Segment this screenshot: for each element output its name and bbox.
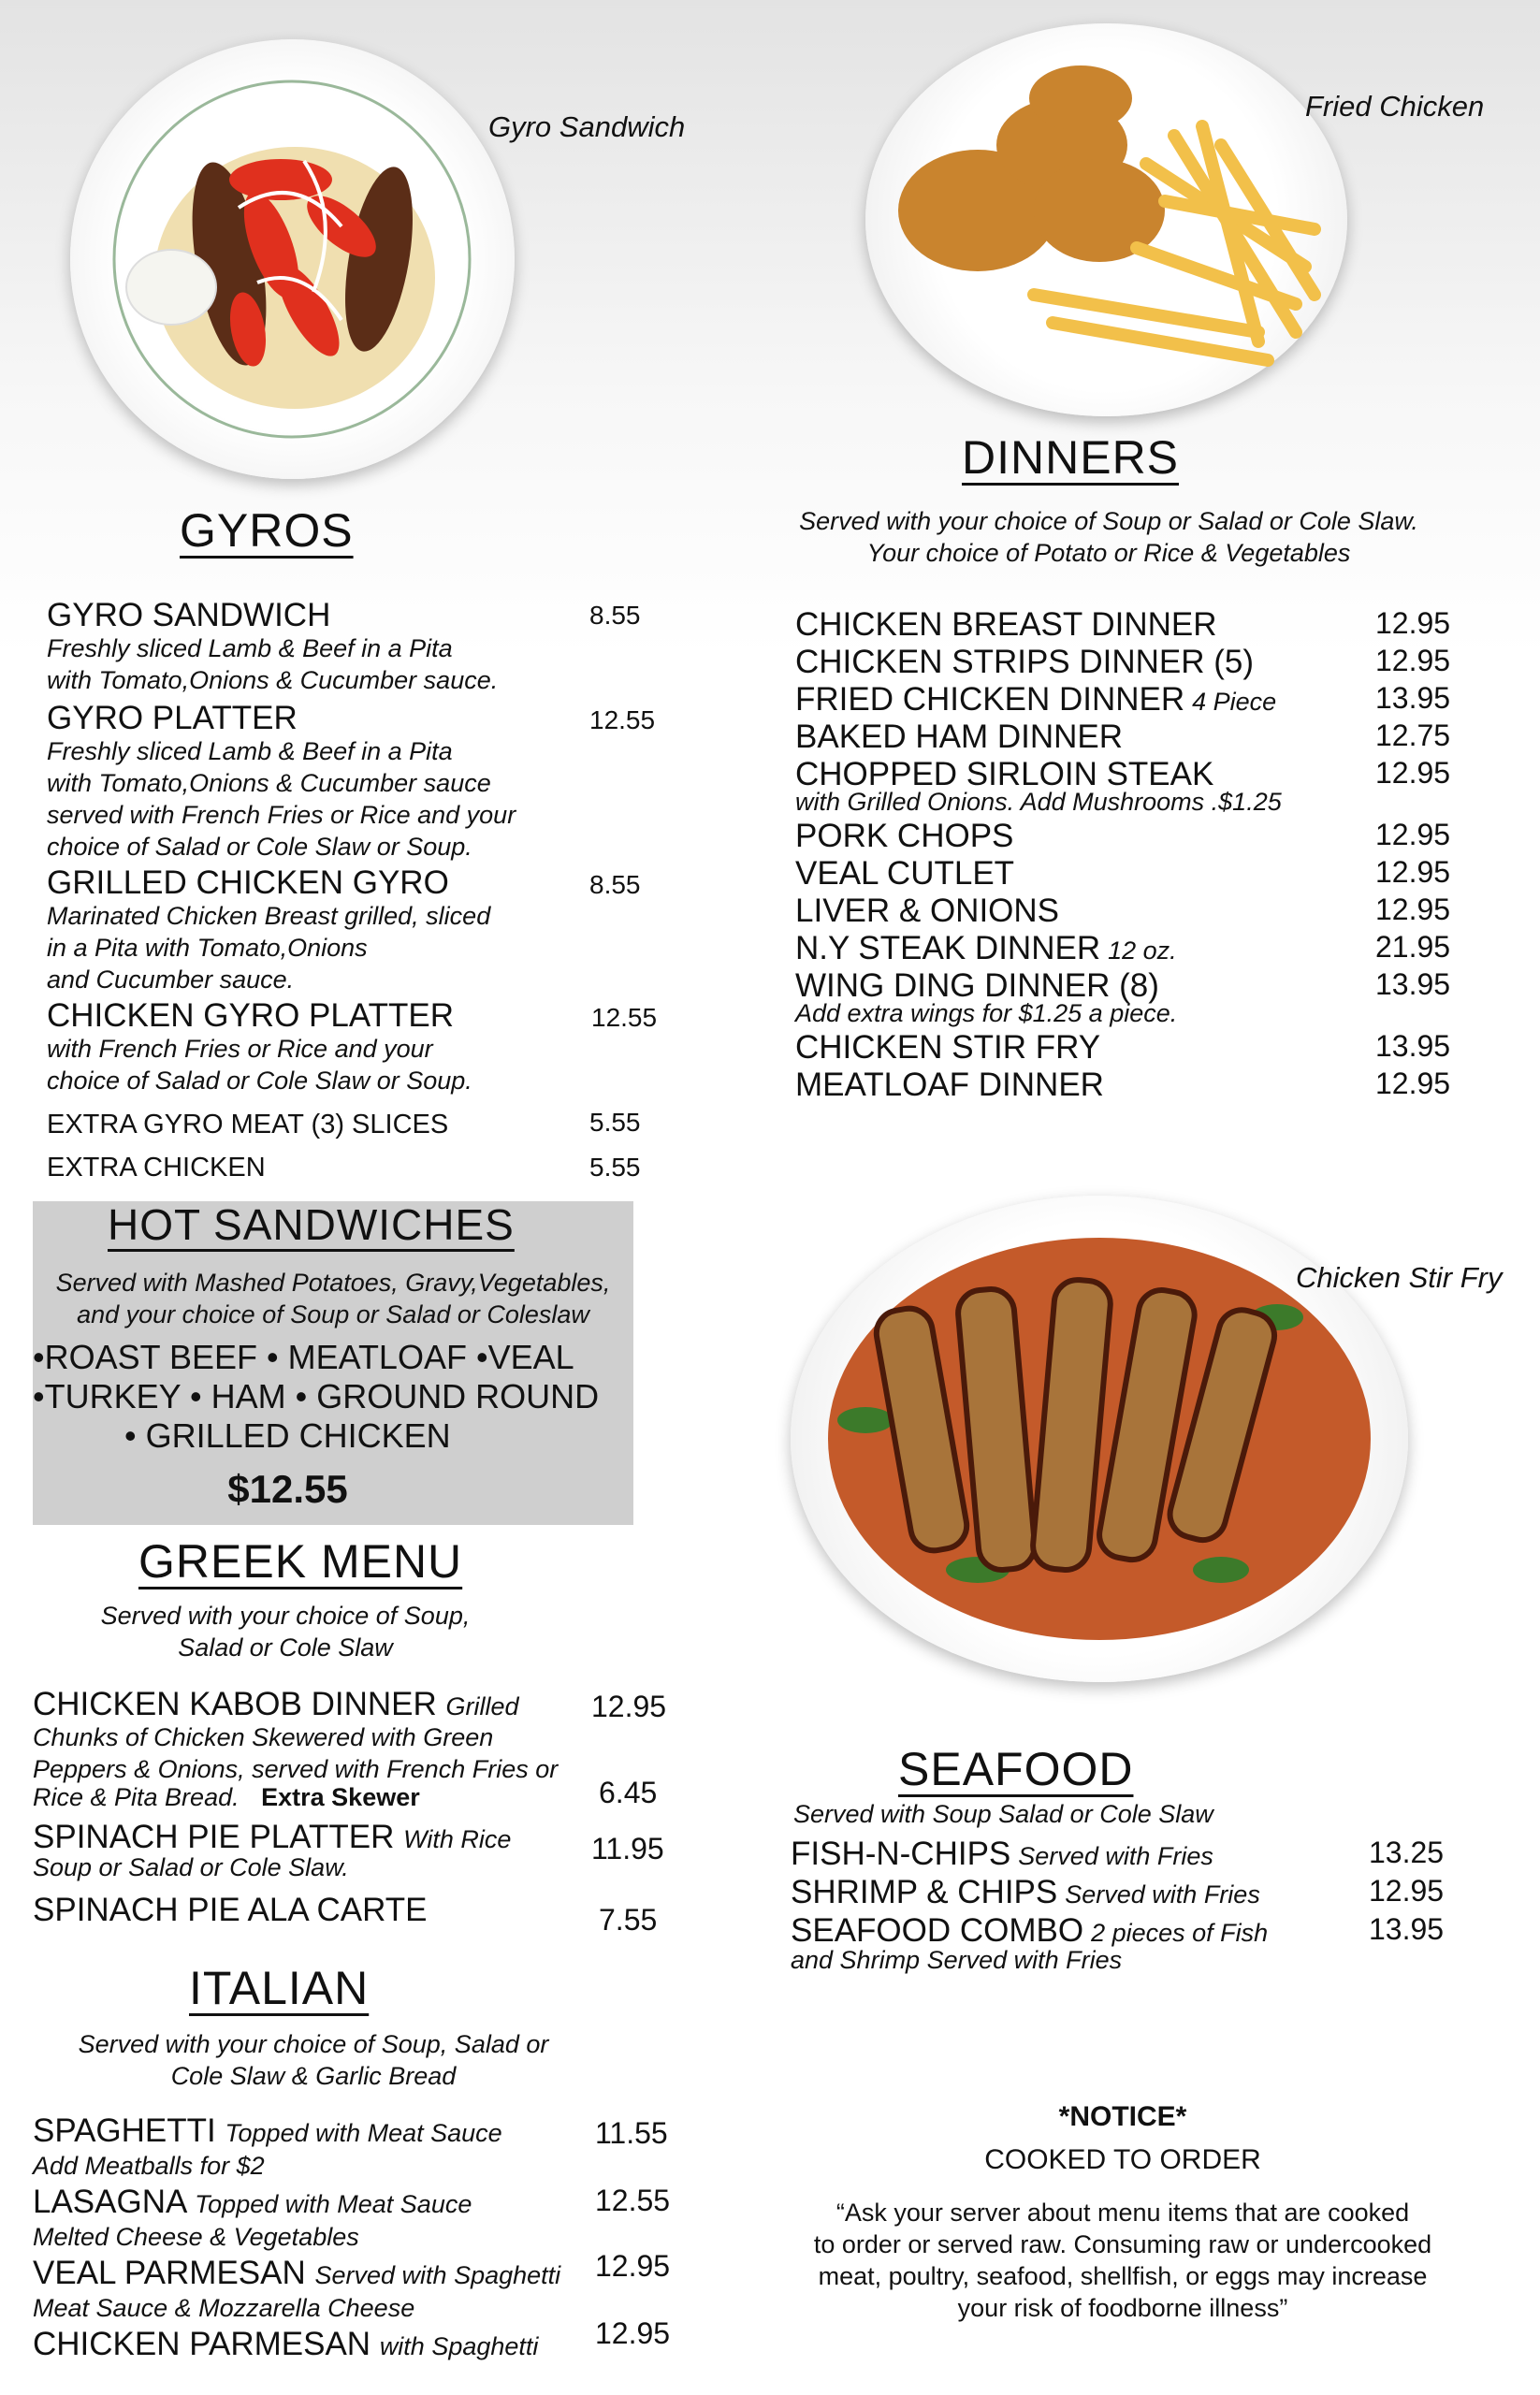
extra-chicken-price: 5.55 bbox=[589, 1153, 641, 1182]
seafood-item-note: Served with Fries bbox=[1018, 1842, 1213, 1870]
dinner-item-name-text: CHOPPED SIRLOIN STEAK bbox=[795, 756, 1214, 792]
dinner-item-name bbox=[795, 818, 1013, 855]
italian-sub-1: Served with your choice of Soup, Salad or bbox=[78, 2030, 549, 2058]
notice-text-4: your risk of foodborne illness” bbox=[957, 2294, 1288, 2322]
seafood-item-note: Served with Fries bbox=[1065, 1880, 1260, 1909]
italian-sub-2: Cole Slaw & Garlic Bread bbox=[170, 2062, 457, 2090]
dinner-item-name-text: CHICKEN STIR FRY bbox=[795, 1029, 1101, 1066]
veal-parmesan-name-text: VEAL PARMESAN bbox=[33, 2255, 306, 2291]
dinner-item-price: 12.95 bbox=[1375, 1067, 1451, 1100]
lasagna-price: 12.55 bbox=[595, 2184, 671, 2217]
seafood-item-name bbox=[791, 1874, 1260, 1911]
grilled-chicken-gyro-desc-3: and Cucumber sauce. bbox=[47, 965, 295, 994]
gyro-platter-desc-3: served with French Fries or Rice and your bbox=[47, 801, 516, 829]
seafood-heading: SEAFOOD bbox=[898, 1743, 1134, 1795]
hot-sandwiches-price: $12.55 bbox=[227, 1467, 348, 1511]
fried-chicken-caption: Fried Chicken bbox=[1305, 90, 1485, 123]
dinner-item-price: 12.75 bbox=[1375, 718, 1451, 752]
veal-parmesan-price: 12.95 bbox=[595, 2249, 671, 2283]
dinner-item-name-text: BAKED HAM DINNER bbox=[795, 718, 1124, 755]
seafood-item-note: 2 pieces of Fish bbox=[1091, 1919, 1269, 1947]
spaghetti-desc: Add Meatballs for $2 bbox=[33, 2152, 265, 2180]
veal-parmesan-note: Served with Spaghetti bbox=[314, 2261, 561, 2289]
dinner-item-price: 21.95 bbox=[1375, 930, 1451, 964]
dinner-item-name bbox=[795, 606, 1217, 644]
dinner-item-desc: Add extra wings for $1.25 a piece. bbox=[795, 999, 1178, 1027]
dinner-item-name-text: VEAL CUTLET bbox=[795, 855, 1015, 892]
chicken-gyro-platter-desc-2: choice of Salad or Cole Slaw or Soup. bbox=[47, 1067, 472, 1095]
dinners-sub-2: Your choice of Potato or Rice & Vegetables bbox=[866, 539, 1351, 567]
gyros-heading: GYROS bbox=[180, 504, 354, 557]
dinner-item-name-text: LIVER & ONIONS bbox=[795, 893, 1060, 929]
notice-text-2: to order or served raw. Consuming raw or undercooked bbox=[813, 2230, 1432, 2258]
extra-gyro-meat-price: 5.55 bbox=[589, 1108, 641, 1137]
chicken-parmesan-name bbox=[33, 2326, 538, 2365]
dinners-heading: DINNERS bbox=[962, 431, 1180, 484]
dinner-item-price: 12.95 bbox=[1375, 644, 1451, 677]
seafood-item-name-text: SEAFOOD COMBO bbox=[791, 1912, 1084, 1949]
spinach-pie-carte-price: 7.55 bbox=[599, 1903, 658, 1937]
dinner-item-name-text: FRIED CHICKEN DINNER bbox=[795, 681, 1185, 718]
hot-sandwiches-list-3: • GRILLED CHICKEN bbox=[124, 1416, 451, 1455]
chicken-stir-fry-caption: Chicken Stir Fry bbox=[1296, 1261, 1503, 1294]
chicken-kabob-note: Grilled bbox=[445, 1692, 519, 1720]
greek-sub-2: Salad or Cole Slaw bbox=[178, 1633, 393, 1662]
dinner-item-price: 12.95 bbox=[1375, 606, 1451, 640]
dinner-item-price: 13.95 bbox=[1375, 1029, 1451, 1063]
dinner-item-price: 12.95 bbox=[1375, 756, 1451, 790]
grilled-chicken-gyro-desc-2: in a Pita with Tomato,Onions bbox=[47, 934, 368, 962]
chicken-gyro-platter-name: CHICKEN GYRO PLATTER bbox=[47, 997, 454, 1034]
gyro-sandwich-desc-2: with Tomato,Onions & Cucumber sauce. bbox=[47, 666, 499, 694]
hot-sandwiches-sub-2: and your choice of Soup or Salad or Coleslaw bbox=[77, 1300, 589, 1328]
chicken-kabob-name-text: CHICKEN KABOB DINNER bbox=[33, 1686, 437, 1722]
dinner-item-name bbox=[795, 1067, 1104, 1104]
chicken-kabob-desc-2: Peppers & Onions, served with French Fries or bbox=[33, 1755, 559, 1783]
chicken-gyro-platter-price: 12.55 bbox=[591, 1003, 658, 1032]
dinner-item-note: 12 oz. bbox=[1108, 936, 1177, 965]
dinner-item-name bbox=[795, 930, 1177, 967]
dinner-item-name-text: CHICKEN STRIPS DINNER (5) bbox=[795, 644, 1255, 680]
dinner-item-name-text: WING DING DINNER (8) bbox=[795, 967, 1159, 1004]
seafood-item-price: 13.25 bbox=[1369, 1836, 1445, 1869]
chicken-kabob-price: 12.95 bbox=[591, 1690, 667, 1723]
seafood-item-desc: and Shrimp Served with Fries bbox=[791, 1946, 1123, 1974]
gyro-platter-desc-2: with Tomato,Onions & Cucumber sauce bbox=[47, 769, 491, 797]
notice-title: *NOTICE* bbox=[1058, 2101, 1187, 2132]
dinner-item-note: 4 Piece bbox=[1192, 688, 1277, 716]
dinner-item-name-text: N.Y STEAK DINNER bbox=[795, 930, 1101, 966]
dinner-item-desc: with Grilled Onions. Add Mushrooms .$1.25 bbox=[795, 788, 1282, 816]
dinners-sub-1: Served with your choice of Soup or Salad or Cole Slaw. bbox=[799, 507, 1418, 535]
spaghetti-note: Topped with Meat Sauce bbox=[225, 2119, 502, 2147]
spinach-pie-platter-note: With Rice bbox=[403, 1825, 512, 1853]
spaghetti-name-text: SPAGHETTI bbox=[33, 2112, 216, 2149]
dinner-item-name-text: PORK CHOPS bbox=[795, 818, 1014, 854]
seafood-item-name-text: SHRIMP & CHIPS bbox=[791, 1874, 1058, 1910]
notice-subtitle: COOKED TO ORDER bbox=[984, 2144, 1261, 2175]
extra-skewer-label: Extra Skewer bbox=[261, 1783, 420, 1811]
hot-sandwiches-list-1: •ROAST BEEF • MEATLOAF •VEAL bbox=[33, 1338, 574, 1376]
chicken-kabob-desc-3 bbox=[33, 1781, 420, 1813]
dinner-item-name-text: CHICKEN BREAST DINNER bbox=[795, 606, 1217, 643]
seafood-item-name-text: FISH-N-CHIPS bbox=[791, 1836, 1011, 1872]
gyro-platter-desc-4: choice of Salad or Cole Slaw or Soup. bbox=[47, 833, 472, 861]
hot-sandwiches-heading: HOT SANDWICHES bbox=[108, 1200, 515, 1249]
dinner-item-price: 13.95 bbox=[1375, 681, 1451, 715]
spinach-pie-platter-name-text: SPINACH PIE PLATTER bbox=[33, 1819, 395, 1855]
chicken-parmesan-name-text: CHICKEN PARMESAN bbox=[33, 2326, 371, 2362]
hot-sandwiches-list-2: •TURKEY • HAM • GROUND ROUND bbox=[33, 1377, 600, 1415]
lasagna-desc: Melted Cheese & Vegetables bbox=[33, 2223, 359, 2251]
seafood-sub: Served with Soup Salad or Cole Slaw bbox=[793, 1800, 1213, 1828]
dinner-item-name bbox=[795, 893, 1059, 930]
extra-chicken-name: EXTRA CHICKEN bbox=[47, 1153, 266, 1183]
italian-heading: ITALIAN bbox=[189, 1962, 370, 2014]
notice-text-3: meat, poultry, seafood, shellfish, or eggs may increase bbox=[818, 2262, 1428, 2290]
chicken-gyro-platter-desc-1: with French Fries or Rice and your bbox=[47, 1035, 433, 1063]
chicken-parmesan-price: 12.95 bbox=[595, 2316, 671, 2350]
veal-parmesan-name bbox=[33, 2255, 560, 2294]
dinner-item-name bbox=[795, 1029, 1100, 1067]
gyro-platter-name: GYRO PLATTER bbox=[47, 700, 298, 736]
fried-chicken-photo bbox=[865, 23, 1347, 416]
lasagna-name-text: LASAGNA bbox=[33, 2184, 186, 2220]
lasagna-name bbox=[33, 2184, 472, 2223]
chicken-parmesan-note: with Spaghetti bbox=[379, 2332, 539, 2360]
notice-text-1: “Ask your server about menu items that are cooked bbox=[835, 2199, 1410, 2227]
chicken-kabob-desc-1: Chunks of Chicken Skewered with Green bbox=[33, 1723, 494, 1751]
gyro-sandwich-price: 8.55 bbox=[589, 601, 641, 630]
chicken-kabob-desc-3-text: Rice & Pita Bread. bbox=[33, 1783, 240, 1811]
grilled-chicken-gyro-price: 8.55 bbox=[589, 870, 641, 899]
spinach-pie-platter-desc: Soup or Salad or Cole Slaw. bbox=[33, 1853, 349, 1881]
gyro-platter-price: 12.55 bbox=[589, 705, 656, 734]
dinner-item-name bbox=[795, 681, 1276, 718]
greek-menu-heading: GREEK MENU bbox=[138, 1535, 463, 1588]
seafood-item-price: 12.95 bbox=[1369, 1874, 1445, 1908]
gyro-platter-desc-1: Freshly sliced Lamb & Beef in a Pita bbox=[47, 737, 453, 765]
hot-sandwiches-sub-1: Served with Mashed Potatoes, Gravy,Vegetables, bbox=[55, 1269, 611, 1297]
chicken-kabob-name bbox=[33, 1686, 519, 1725]
dinner-item-price: 12.95 bbox=[1375, 855, 1451, 889]
dinner-item-price: 13.95 bbox=[1375, 967, 1451, 1001]
dinner-item-name bbox=[795, 644, 1254, 681]
spinach-pie-platter-price: 11.95 bbox=[591, 1832, 664, 1865]
dinner-item-name bbox=[795, 718, 1123, 756]
dinner-item-name bbox=[795, 855, 1014, 893]
extra-gyro-meat-name: EXTRA GYRO MEAT (3) SLICES bbox=[47, 1110, 449, 1139]
lasagna-note: Topped with Meat Sauce bbox=[195, 2190, 472, 2218]
spaghetti-name bbox=[33, 2112, 502, 2152]
spinach-pie-carte-name: SPINACH PIE ALA CARTE bbox=[33, 1892, 428, 1928]
dinner-item-name-text: MEATLOAF DINNER bbox=[795, 1067, 1104, 1103]
hot-sandwiches-box bbox=[33, 1201, 633, 1525]
dinner-item-price: 12.95 bbox=[1375, 893, 1451, 926]
gyro-sandwich-photo bbox=[70, 39, 515, 479]
grilled-chicken-gyro-name: GRILLED CHICKEN GYRO bbox=[47, 864, 449, 901]
gyro-sandwich-desc-1: Freshly sliced Lamb & Beef in a Pita bbox=[47, 634, 453, 662]
seafood-item-price: 13.95 bbox=[1369, 1912, 1445, 1946]
dinner-item-price: 12.95 bbox=[1375, 818, 1451, 851]
grilled-chicken-gyro-desc-1: Marinated Chicken Breast grilled, sliced bbox=[47, 902, 491, 930]
greek-sub-1: Served with your choice of Soup, bbox=[100, 1602, 471, 1630]
veal-parmesan-desc: Meat Sauce & Mozzarella Cheese bbox=[33, 2294, 415, 2322]
spaghetti-price: 11.55 bbox=[595, 2116, 668, 2150]
seafood-item-name bbox=[791, 1836, 1213, 1873]
gyro-sandwich-name: GYRO SANDWICH bbox=[47, 597, 331, 633]
gyro-sandwich-caption: Gyro Sandwich bbox=[488, 110, 686, 143]
extra-skewer-price: 6.45 bbox=[599, 1776, 658, 1809]
